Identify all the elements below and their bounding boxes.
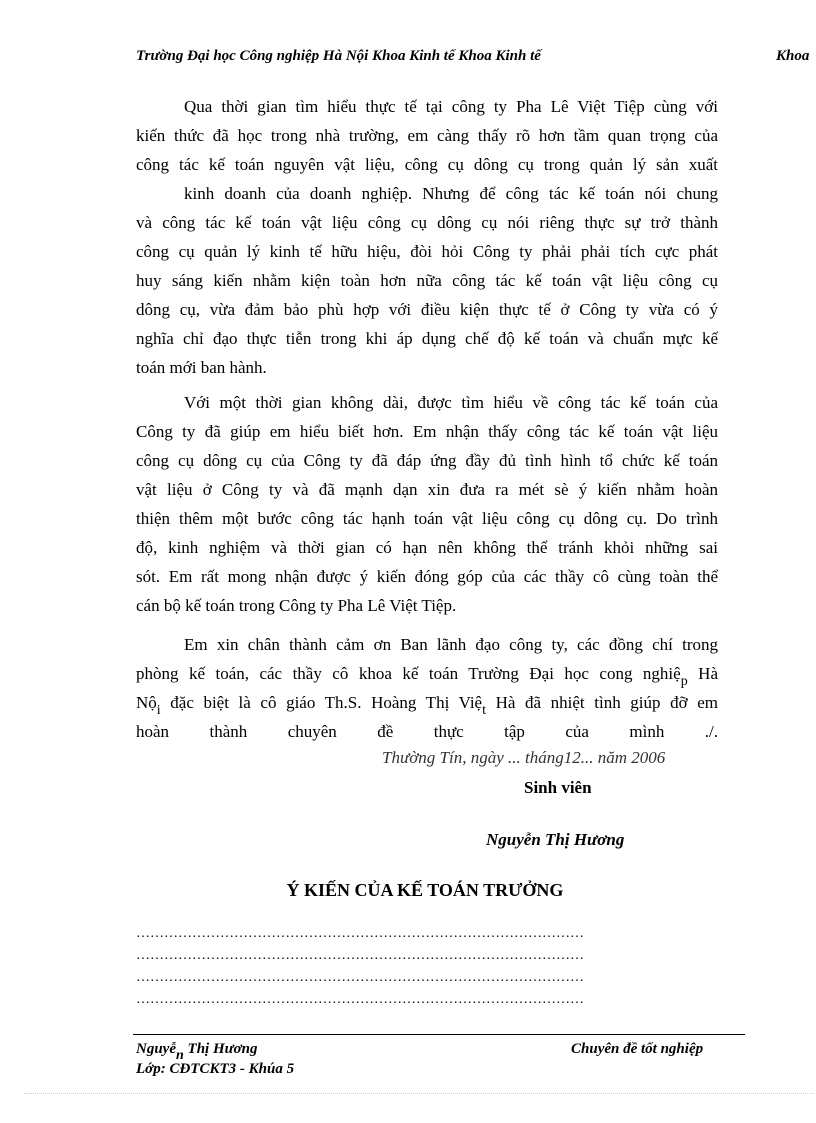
text-line	[136, 688, 718, 717]
text-line: dông cụ, vừa đảm bảo phù hợp với điều kiện thực tế ở Công ty vừa có ý	[136, 300, 718, 319]
opinion-heading	[0, 880, 716, 901]
running-header-right: Khoa	[776, 48, 810, 64]
footer-class: Lớp: CĐTCKT3 - Khúa 5	[136, 1061, 295, 1077]
text-line: công cụ quản lý kinh tế hữu hiệu, đòi hỏi Công ty phải phải tích cực phát	[136, 242, 718, 261]
place-date: Thường Tín, ngày ... tháng12... năm 2006	[382, 748, 666, 767]
text-line: và công tác kế toán vật liệu công cụ dông cụ nói riêng thực sự trở thành	[136, 213, 718, 232]
subscript-char: n	[176, 1048, 184, 1063]
text-segment: Hà đã nhiệt tình giúp đỡ em	[486, 693, 718, 712]
footer-author	[136, 1041, 258, 1063]
text-segment: đặc biệt là cô giáo Th.S. Hoàng Thị Việ	[160, 693, 483, 712]
text-line: công tác kế toán nguyên vật liệu, công cụ dông cụ trong quản lý sản xuất	[136, 155, 718, 174]
paragraph-3	[136, 630, 718, 746]
paragraph-1	[136, 92, 718, 382]
running-header-left: Trường Đại học Công nghiệp Hà Nội Khoa Kinh tế Khoa Kinh tế	[136, 48, 541, 64]
footer-thesis-label: Chuyên đề tốt nghiệp	[571, 1041, 704, 1057]
text-line: vật liệu ở Công ty và đã mạnh dạn xin đưa ra mét sè ý kiến nhằm hoàn	[136, 480, 718, 499]
subscript-char: p	[680, 674, 688, 688]
text-segment: phòng kế toán, các thầy cô khoa kế toán Trường Đại học cong nghiệ	[136, 664, 681, 683]
text-line: kiến thức đã học trong nhà trường, em càng thấy rõ hơn tầm quan trọng của	[136, 126, 718, 145]
text-line: sót. Em rất mong nhận được ý kiến đóng góp của các thầy cô cùng toàn thể	[136, 567, 718, 586]
dotted-line: ……………………………………………………………………………………	[136, 992, 584, 1007]
text-line: độ, kinh nghiệm và thời gian có hạn nên không thể tránh khỏi những sai	[136, 538, 718, 557]
text-line: toán mới ban hành.	[136, 358, 267, 377]
text-segment: Hà	[687, 664, 718, 683]
footer-divider	[133, 1034, 745, 1035]
paragraph-2	[136, 388, 718, 620]
dotted-line: ……………………………………………………………………………………	[136, 970, 584, 985]
student-signature-name: Nguyễn Thị Hương	[486, 830, 625, 849]
text-segment: Nộ	[136, 693, 157, 712]
text-line: Em xin chân thành cảm ơn Ban lãnh đạo công ty, các đồng chí trong	[184, 635, 718, 654]
footer-author-a: Nguyễ	[136, 1041, 176, 1057]
text-line: nghĩa chỉ đạo thực tiễn trong khi áp dụng chế độ kế toán và chuẩn mực kế	[136, 329, 718, 348]
subscript-char: i	[156, 703, 161, 717]
text-line: Công ty đã giúp em hiểu biết hơn. Em nhận thấy công tác kế toán vật liệu	[136, 422, 718, 441]
text-line: huy sáng kiến nhằm kiện toàn hơn nữa công tác kế toán vật liệu công cụ	[136, 271, 718, 290]
dotted-line: ……………………………………………………………………………………	[136, 926, 584, 941]
text-line: kinh doanh của doanh nghiệp. Nhưng để công tác kế toán nói chung	[184, 184, 718, 203]
text-line: công cụ dông cụ của Công ty đã đáp ứng đầy đủ tình hình tổ chức kế toán	[136, 451, 718, 470]
page-edge-rule	[24, 1093, 814, 1094]
text-line: Qua thời gian tìm hiểu thực tế tại công ty Pha Lê Việt Tiệp cùng với	[184, 97, 718, 116]
opinion-title: Ý KIẾN CỦA KẾ TOÁN TRƯỞNG	[286, 880, 564, 900]
text-line: hoàn thành chuyên đề thực tập của mình ./.	[136, 722, 718, 741]
text-line	[136, 659, 718, 688]
text-line: thiện thêm một bước công tác hạnh toán vật liệu công cụ dông cụ. Do trình	[136, 509, 718, 528]
subscript-char: t	[482, 703, 486, 717]
text-line: Với một thời gian không dài, được tìm hiểu về công tác kế toán của	[184, 393, 718, 412]
text-line: cán bộ kế toán trong Công ty Pha Lê Việt Tiệp.	[136, 596, 457, 615]
dotted-line: ……………………………………………………………………………………	[136, 948, 584, 963]
footer-author-b: Thị Hương	[183, 1041, 258, 1057]
student-label: Sinh viên	[524, 778, 592, 797]
